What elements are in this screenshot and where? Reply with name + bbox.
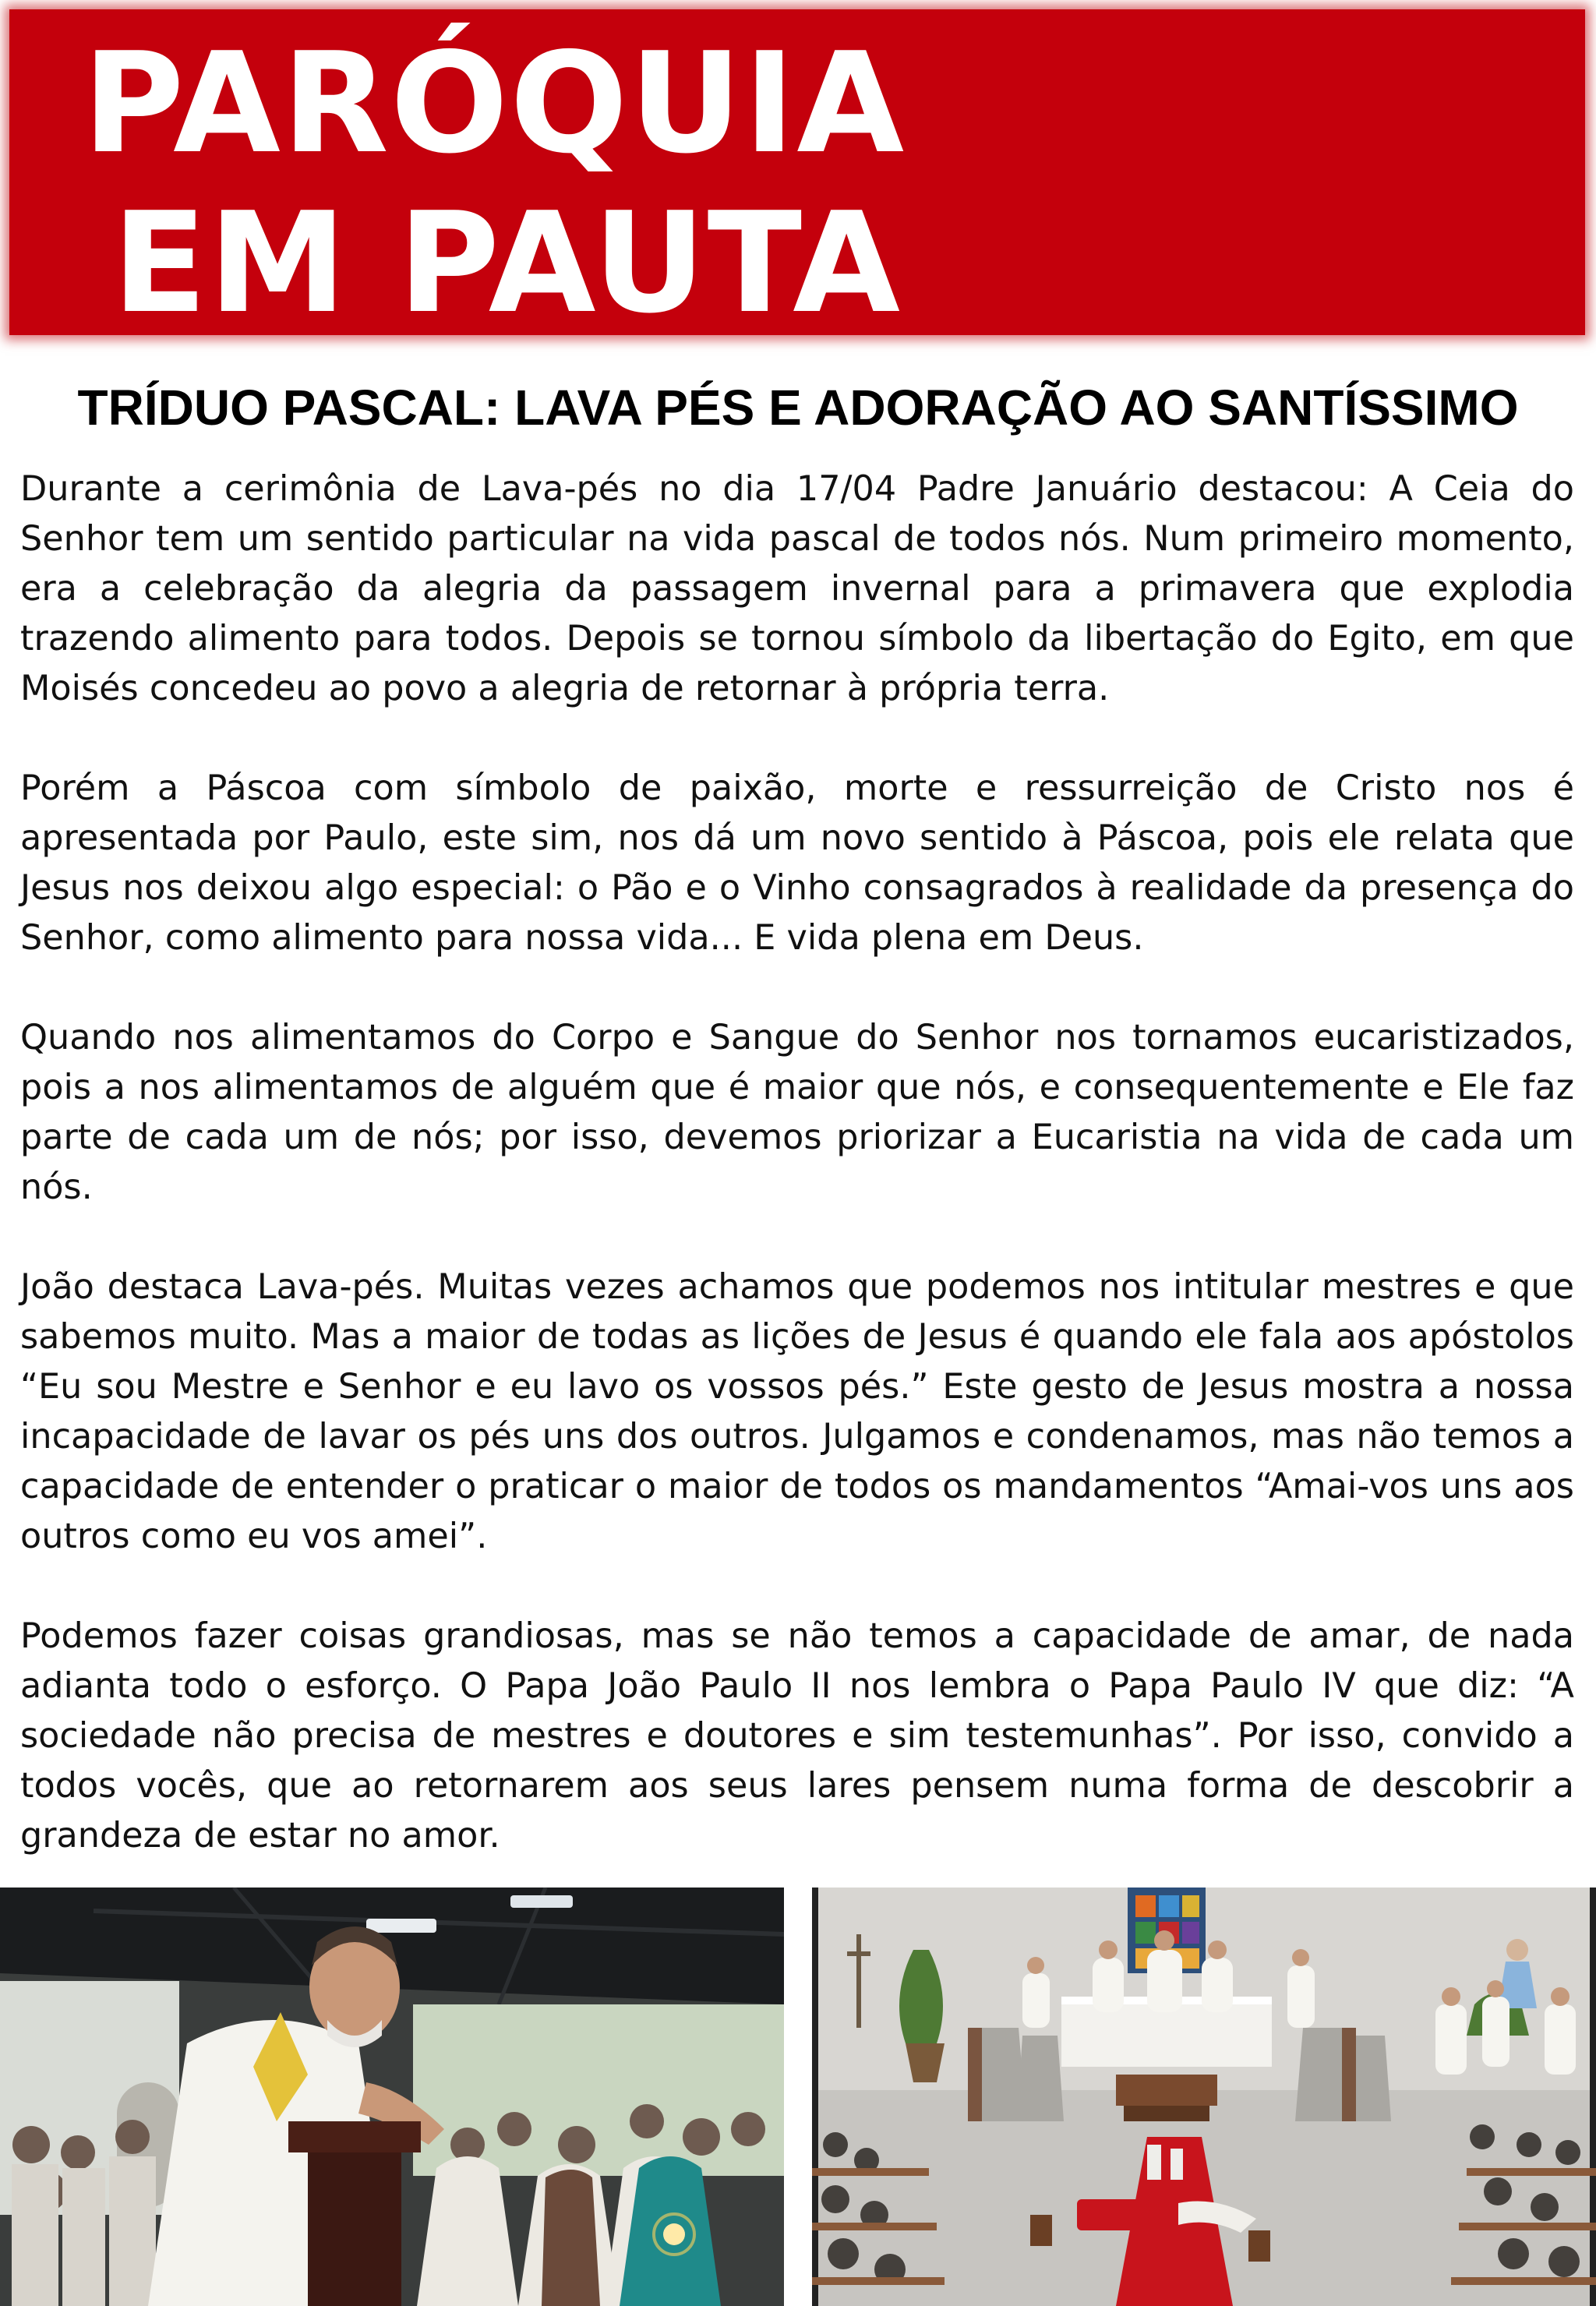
article-paragraph: João destaca Lava-pés. Muitas vezes achamos que podemos nos intitular mestres e que sabemos muito. Mas a maior de todas as lições de Jesus é quando ele fala aos apóstolos “Eu sou Mestre e Senhor e eu lavo os vossos pés.” Este gesto de Jesus mostra a nossa incapacidade de lavar os pés uns dos outros. Julgamos e condenamos, mas não temos a capacidade de entender o praticar o maior de todos os mandamentos “Amai-vos uns aos outros como eu vos amei”.	[20, 1267, 1574, 1556]
photo-priest-praying	[0, 1888, 784, 2306]
masthead-line-2: EM PAUTA	[112, 182, 902, 344]
article-paragraph: Porém a Páscoa com símbolo de paixão, morte e ressurreição de Cristo nos é apresentada por Paulo, este sim, nos dá um novo sentido à Páscoa, pois ele relata que Jesus nos deixou algo especial: o Pão e o Vinho consagrados à realidade da presença do Senhor, como alimento para nossa vida... E vida plena em Deus.	[20, 768, 1574, 958]
masthead-logo	[78, 23, 906, 343]
masthead-line-1: PARÓQUIA	[83, 23, 906, 184]
article-paragraph: Podemos fazer coisas grandiosas, mas se não temos a capacidade de amar, de nada adianta todo o esforço. O Papa João Paulo II nos lembra o Papa Paulo IV que diz: “A sociedade não precisa de mestres e doutores e sim testemunhas”. Por isso, convido a todos vocês, que ao retornarem aos seus lares pensem numa forma de descobrir a grandeza de estar no amor.	[20, 1616, 1574, 1856]
article-body	[20, 464, 1574, 1911]
article-headline: TRÍDUO PASCAL: LAVA PÉS E ADORAÇÃO AO SANTÍSSIMO	[77, 380, 1519, 436]
photo-church-altar	[812, 1888, 1596, 2306]
photo-church-altar-image	[812, 1888, 1596, 2306]
photo-priest-praying-image	[0, 1888, 784, 2306]
article-paragraph: Quando nos alimentamos do Corpo e Sangue do Senhor nos tornamos eucaristizados, pois a nos alimentamos de alguém que é maior que nós, e consequentemente e Ele faz parte de cada um de nós; por isso, devemos priorizar a Eucaristia na vida de cada um nós.	[20, 1018, 1574, 1207]
article-paragraph: Durante a cerimônia de Lava-pés no dia 17/04 Padre Januário destacou: A Ceia do Senhor tem um sentido particular na vida pascal de todos nós. Num primeiro momento, era a celebração da alegria da passagem invernal para a primavera que explodia trazendo alimento para todos. Depois se tornou símbolo da libertação do Egito, em que Moisés concedeu ao povo a alegria de retornar à própria terra.	[20, 469, 1574, 708]
